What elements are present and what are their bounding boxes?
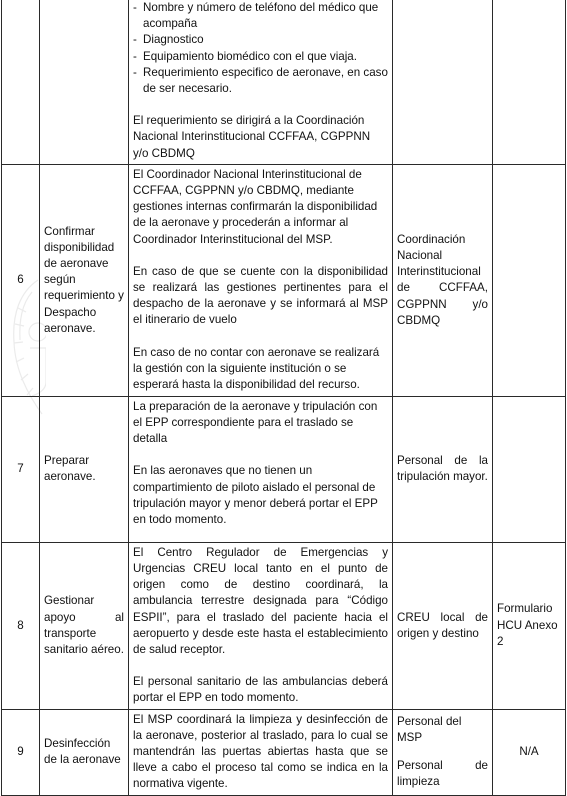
responsible-cell bbox=[393, 709, 493, 795]
description-cell bbox=[129, 396, 393, 542]
step-number: 6 bbox=[2, 164, 40, 396]
list-item: - Requerimiento especifico de aeronave, en caso de ser necesario. bbox=[133, 65, 388, 97]
table-row bbox=[2, 709, 566, 795]
activity-name: Confirmar disponibilidad de aeronave según requerimiento y Despacho aeronave. bbox=[40, 164, 129, 396]
responsible-party: Personal de la tripulación mayor. bbox=[393, 396, 493, 542]
step-number-cell bbox=[2, 0, 40, 164]
activity-name: Desinfección de la aeronave bbox=[40, 709, 129, 795]
description-paragraph: En las aeronaves que no tienen un compartimiento de piloto aislado el personal de tripulación mayor y menor deberá portar el EPP en todo momento. bbox=[133, 464, 378, 527]
list-item: - Nombre y número de teléfono del médico que acompaña bbox=[133, 0, 388, 32]
document-cell bbox=[493, 0, 566, 164]
description-paragraph: El Centro Regulador de Emergencias y Urgencias CREU local tanto en el punto de origen como de destino coordinará, la ambulancia terrestre designada para “Código ESPII”, para el traslado del paciente hacia el aeropuerto y desde este hasta el establecimiento de salud receptor. bbox=[133, 545, 388, 657]
requirement-note: El requerimiento se dirigirá a la Coordinación Nacional Interinstitucional CCFFAA, CGPPNN y/o CBDMQ bbox=[133, 114, 371, 160]
requirements-list bbox=[133, 0, 388, 97]
description-cell bbox=[129, 164, 393, 396]
description-paragraph: El Coordinador Nacional Interinstitucional de CCFFAA, CGPPNN y/o CBDMQ, mediante gestiones internas confirmarán la disponibilidad de la aeronave y procederán a informar al Coordinador Interinstitucional del MSP. bbox=[133, 167, 378, 246]
description-cell bbox=[129, 709, 393, 795]
description-paragraph: El personal sanitario de las ambulancias deberá portar el EPP en todo momento. bbox=[133, 675, 388, 705]
responsible-party: Personal del MSP bbox=[397, 714, 462, 744]
responsible-cell bbox=[393, 0, 493, 164]
document-reference: Formulario HCU Anexo 2 bbox=[493, 542, 566, 709]
procedure-table bbox=[1, 0, 566, 796]
table-row bbox=[2, 0, 566, 164]
document-reference: N/A bbox=[493, 709, 566, 795]
responsible-party: CREU local de origen y destino bbox=[393, 542, 493, 709]
activity-cell bbox=[40, 0, 129, 164]
list-item: - Diagnostico bbox=[133, 32, 388, 48]
table-row bbox=[2, 542, 566, 709]
document-reference bbox=[493, 164, 566, 396]
table-row bbox=[2, 164, 566, 396]
description-paragraph: El MSP coordinará la limpieza y desinfección de la aeronave, posterior al traslado, para lo cual se mantendrán las puertas abiertas hasta que se lleve a cabo el proceso tal como se indica en la normativa vigente. bbox=[133, 712, 388, 791]
activity-name: Gestionar apoyo al transporte sanitario aéreo. bbox=[40, 542, 129, 709]
description-cell bbox=[129, 0, 393, 164]
table-row bbox=[2, 396, 566, 542]
step-number: 7 bbox=[2, 396, 40, 542]
description-paragraph: En caso de que se cuente con la disponibilidad se realizará las gestiones pertinentes para el despacho de la aeronave y se informará al MSP el itinerario de vuelo bbox=[133, 264, 388, 327]
step-number: 9 bbox=[2, 709, 40, 795]
activity-name: Preparar aeronave. bbox=[40, 396, 129, 542]
description-cell bbox=[129, 542, 393, 709]
responsible-party: Coordinación Nacional Interinstitucional de CCFFAA, CGPPNN y/o CBDMQ bbox=[393, 164, 493, 396]
description-paragraph: La preparación de la aeronave y tripulación con el EPP correspondiente para el traslado se detalla bbox=[133, 399, 378, 446]
list-item: - Equipamiento biomédico con el que viaja. bbox=[133, 49, 388, 65]
step-number: 8 bbox=[2, 542, 40, 709]
responsible-party: Personal de limpieza bbox=[397, 759, 488, 789]
description-paragraph: En caso de no contar con aeronave se realizará la gestión con la siguiente institución o se esperará hasta la disponibilidad del recurso. bbox=[133, 345, 380, 392]
document-reference bbox=[493, 396, 566, 542]
